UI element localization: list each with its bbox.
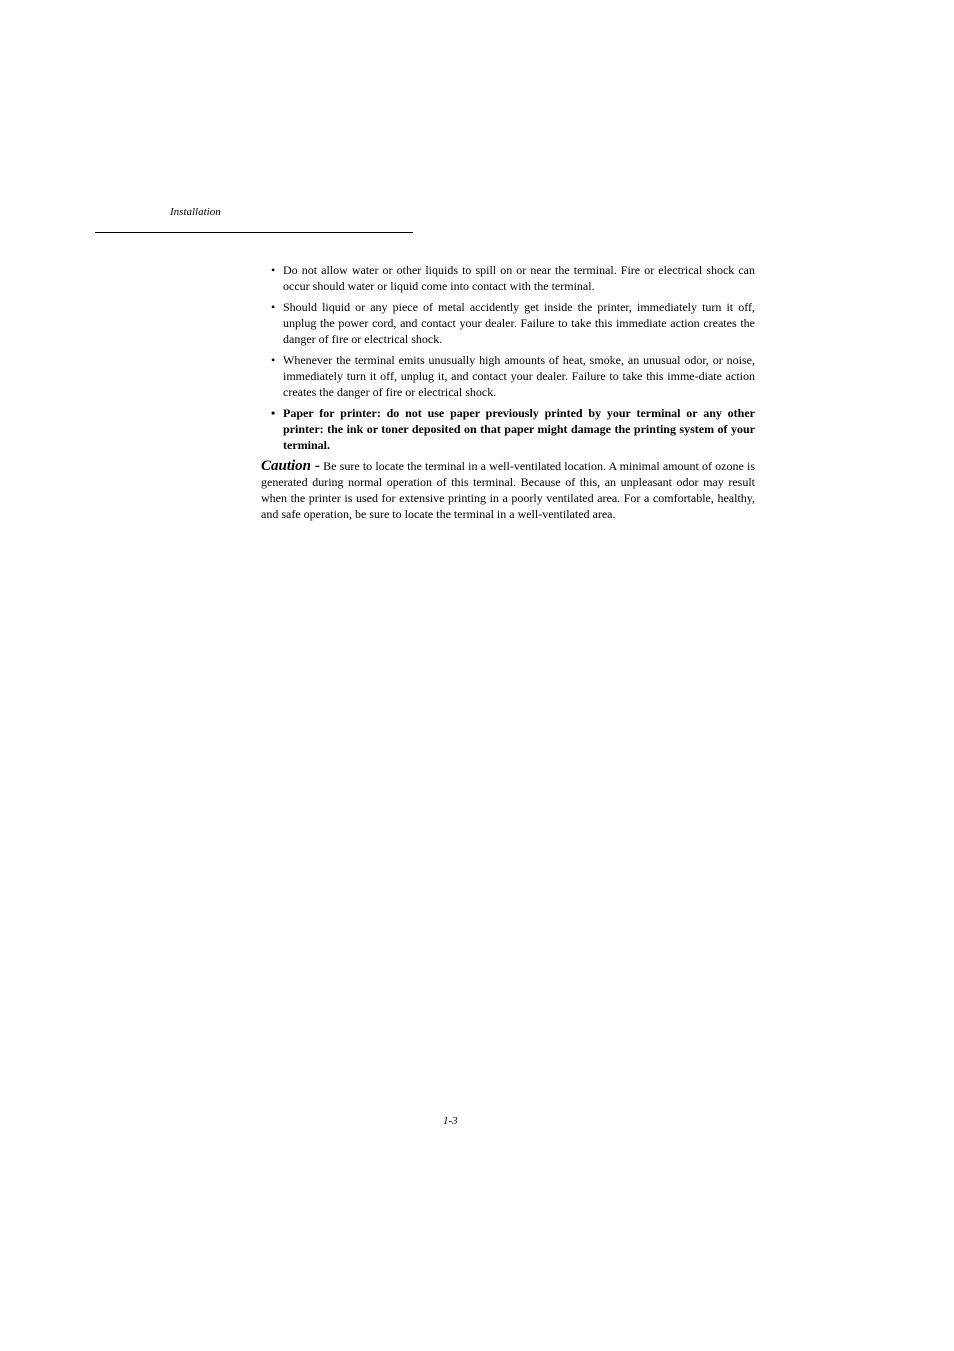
caution-label: Caution - — [261, 458, 320, 474]
safety-bullet-list — [261, 262, 755, 453]
page-number: 1-3 — [443, 1115, 458, 1127]
bullet-icon: • — [271, 353, 276, 367]
bullet-item-liquids — [261, 262, 755, 294]
caution-text: Be sure to locate the terminal in a well-ventilated location. A minimal amount of ozone is generated during normal operation of this terminal. Because of this, an unpleasant odor may result when the printer is used for extensive printing in a poorly ventilated area. For a comfortable, healthy, and safe operation, be sure to locate the terminal in a well-ventilated area. — [261, 459, 756, 521]
bullet-icon: • — [271, 406, 276, 420]
bullet-item-metal — [261, 299, 755, 347]
bullet-item-heat-smoke — [261, 352, 755, 400]
bullet-text: Paper for printer: do not use paper previously printed by your terminal or any other printer: the ink or toner deposited on that paper might damage the printing system of your terminal. — [283, 406, 755, 452]
bullet-text: Whenever the terminal emits unusually high amounts of heat, smoke, an unusual odor, or noise, immediately turn it off, unplug it, and contact your dealer. Failure to take this imme-diate action creates the danger of fire or electrical shock. — [283, 353, 755, 399]
header-rule — [95, 232, 413, 233]
bullet-icon: • — [271, 263, 276, 277]
bullet-item-paper-warning — [261, 405, 755, 453]
main-content — [261, 262, 755, 522]
bullet-text: Do not allow water or other liquids to spill on or near the terminal. Fire or electrical shock can occur should water or liquid come into contact with the terminal. — [283, 263, 755, 293]
bullet-text: Should liquid or any piece of metal accidently get inside the printer, immediately turn it off, unplug the power cord, and contact your dealer. Failure to take this immediate action creates the danger of fire or electrical shock. — [283, 300, 755, 346]
caution-paragraph — [261, 458, 755, 522]
bullet-icon: • — [271, 300, 276, 314]
running-header: Installation — [170, 206, 221, 218]
